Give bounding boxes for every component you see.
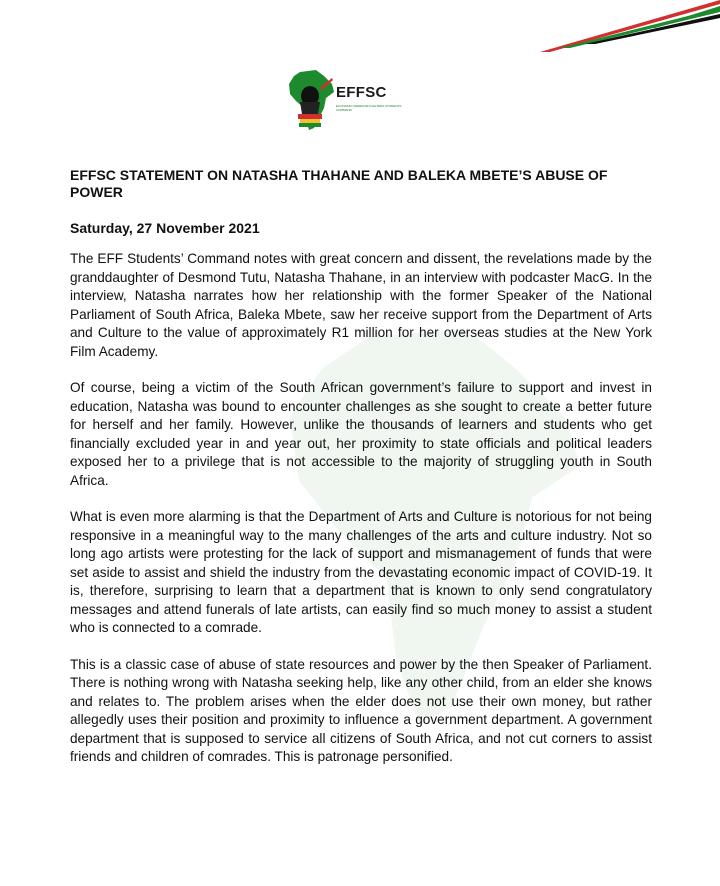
paragraph: The EFF Students’ Command notes with great concern and dissent, the revelations made by the granddaughter of Desmond Tutu, Natasha Thahane, in an interview with podcaster MacG. In the interview, Natasha narrates how her relationship with the former Speaker of the National Parliament of South Africa, Baleka Mbete, saw her receive support from the Department of Arts and Culture to the value of approximately R1 million for her overseas studies at the New York Film Academy. bbox=[70, 251, 652, 359]
statement-date: Saturday, 27 November 2021 bbox=[70, 220, 260, 236]
logo-wordmark: EFFSC bbox=[336, 84, 387, 101]
paragraph: What is even more alarming is that the Department of Arts and Culture is notorious for not being responsive in a meaningful way to the many challenges of the arts and culture industry. Not so long ago artists were protesting for the lack of support and mismanagement of funds that were set aside to assist and shield the industry from the devastating economic impact of COVID-19. It is, therefore, surprising to learn that a department that is known to only send congratulatory messages and attend funerals of late artists, can easily find so much money to assist a student who is connected to a comrade. bbox=[70, 509, 652, 635]
africa-fist-emblem bbox=[286, 68, 338, 132]
corner-stripe-graphic bbox=[410, 0, 720, 60]
statement-body bbox=[70, 250, 652, 785]
paragraph: Of course, being a victim of the South African government’s failure to support and invest in education, Natasha was bound to encounter challenges as she sought to create a better future for herself and her family. However, unlike the thousands of learners and students who get financially excluded year in and year out, her proximity to state officials and political leaders exposed her to a privilege that is not accessible to the majority of struggling youth in South Africa. bbox=[70, 380, 652, 488]
logo-tagline: ECONOMIC FREEDOM FIGHTERS STUDENTS COMMAND bbox=[336, 104, 402, 112]
effsc-logo bbox=[286, 68, 416, 132]
paragraph: This is a classic case of abuse of state resources and power by the then Speaker of Parliament. There is nothing wrong with Natasha seeking help, like any other child, from an elder she knows and relates to. The problem arises when the elder does not use their own money, but rather allegedly uses their position and proximity to influence a government department. A government department that is supposed to service all citizens of South Africa, and not cut corners to assist friends and children of comrades. This is patronage personified. bbox=[70, 656, 652, 764]
statement-title: EFFSC STATEMENT ON NATASHA THAHANE AND BALEKA MBETE’S ABUSE OF POWER bbox=[70, 167, 608, 200]
